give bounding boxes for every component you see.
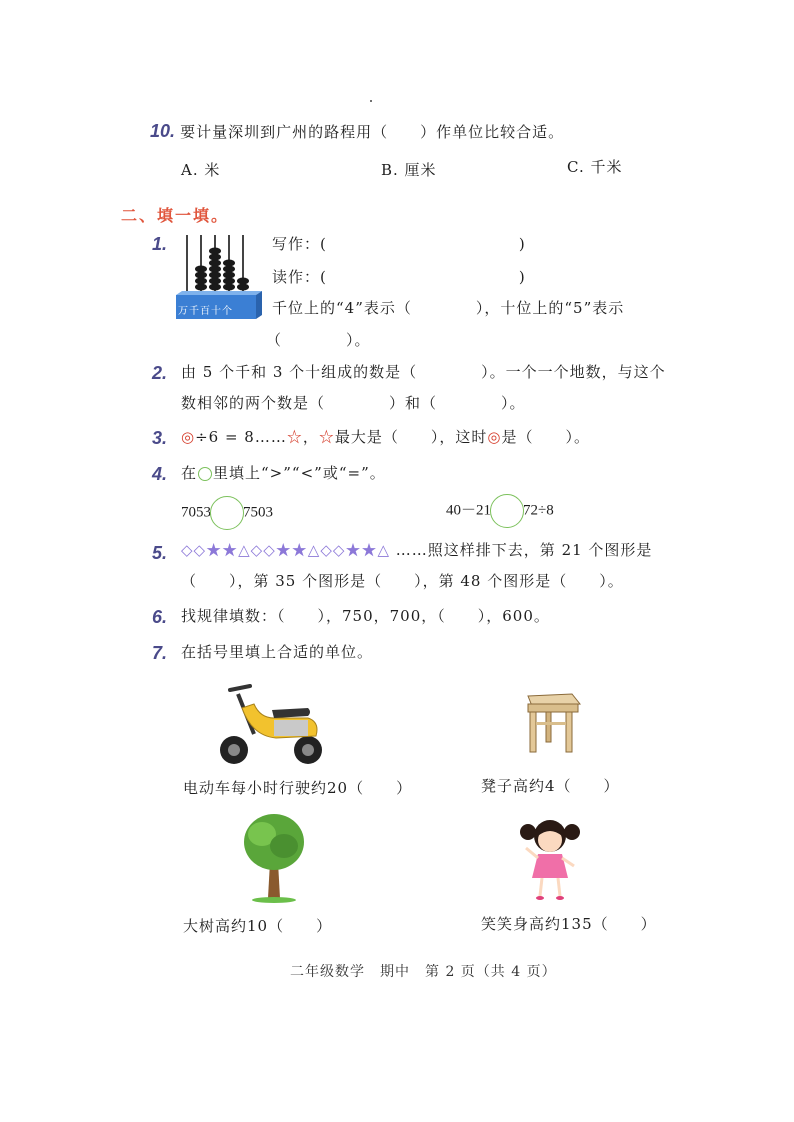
compare-circle-input[interactable] bbox=[490, 494, 524, 528]
meaning-continuation: （ ）。 bbox=[266, 331, 371, 349]
abacus-place-labels bbox=[178, 302, 233, 317]
question-10 bbox=[150, 121, 564, 142]
question-5-line-2: （ ），第 35 个图形是（ ），第 48 个图形是（ ）。 bbox=[181, 572, 624, 590]
star-shape: ★ bbox=[275, 541, 292, 559]
question-number: 6. bbox=[152, 607, 168, 627]
star-shape: ★ bbox=[291, 541, 308, 559]
question-6-text: 找规律填数：（ ），750，700，（ ），600。 bbox=[181, 607, 550, 625]
q3-part-2: ， bbox=[302, 428, 319, 446]
write-line: 写作：( ) bbox=[272, 235, 526, 253]
question-number: 5. bbox=[152, 543, 168, 563]
star-outline-symbol: ☆ bbox=[318, 428, 335, 446]
stool-caption: 凳子高约4（ ） bbox=[481, 777, 620, 795]
question-3-text bbox=[181, 426, 590, 447]
star-shape: ★ bbox=[206, 541, 223, 559]
girl-caption: 笑笑身高约135（ ） bbox=[481, 915, 657, 933]
abacus-label: 万 bbox=[178, 306, 189, 317]
girl-illustration bbox=[516, 814, 584, 902]
question-2-line-2: 数相邻的两个数是（ ）和（ ）。 bbox=[181, 394, 526, 412]
compare-left bbox=[181, 496, 273, 530]
scooter-caption: 电动车每小时行驶约20（ ） bbox=[183, 779, 413, 797]
q5-pattern-end: ……照这样排下去，第 21 个图形是 bbox=[395, 541, 653, 559]
question-text: 要计量深圳到广州的路程用（ ）作单位比较合适。 bbox=[180, 123, 565, 141]
question-number: 4. bbox=[152, 464, 168, 484]
small-circle-icon bbox=[198, 467, 212, 481]
q3-part-1: ÷6 = 8…… bbox=[195, 428, 287, 446]
diamond-shape: ◇ bbox=[320, 541, 333, 559]
diamond-shape: ◇ bbox=[332, 541, 346, 559]
section-title: 二、填一填。 bbox=[121, 206, 230, 225]
triangle-shape: △ bbox=[377, 541, 391, 559]
question-number: 1. bbox=[152, 234, 168, 254]
page-dot bbox=[370, 100, 372, 102]
diamond-shape: ◇ bbox=[181, 541, 194, 559]
q3-part-4: 是（ ）。 bbox=[501, 428, 591, 446]
double-circle-symbol: ◎ bbox=[181, 428, 196, 446]
option-a: A. 米 bbox=[181, 161, 221, 179]
star-shape: ★ bbox=[222, 541, 239, 559]
tree-illustration bbox=[240, 812, 308, 904]
question-number: 10. bbox=[150, 121, 176, 141]
question-number: 2. bbox=[152, 363, 168, 383]
question-number: 3. bbox=[152, 428, 168, 448]
question-number: 7. bbox=[152, 643, 168, 663]
star-shape: ★ bbox=[345, 541, 362, 559]
double-circle-symbol: ◎ bbox=[487, 428, 502, 446]
read-line: 读作：( ) bbox=[272, 268, 526, 286]
option-b: B. 厘米 bbox=[381, 161, 437, 179]
compare-right-a: 40－21 bbox=[446, 502, 492, 519]
option-c: C. 千米 bbox=[567, 158, 623, 176]
star-shape: ★ bbox=[361, 541, 378, 559]
compare-left-b: 7503 bbox=[243, 504, 273, 521]
diamond-shape: ◇ bbox=[193, 541, 207, 559]
q3-part-3: 最大是（ ），这时 bbox=[334, 428, 488, 446]
star-outline-symbol: ☆ bbox=[286, 428, 303, 446]
tree-caption: 大树高约10（ ） bbox=[183, 917, 333, 935]
diamond-shape: ◇ bbox=[263, 541, 276, 559]
electric-scooter-illustration bbox=[216, 674, 326, 770]
q4-intro-b: 里填上“>”“<”或“=”。 bbox=[213, 464, 386, 482]
q4-intro-a: 在 bbox=[181, 464, 198, 482]
abacus-label: 个 bbox=[222, 306, 233, 317]
stool-illustration bbox=[522, 688, 582, 756]
page-footer: 二年级数学 期中 第 2 页（共 4 页） bbox=[290, 964, 557, 980]
compare-left-a: 7053 bbox=[181, 504, 211, 521]
abacus-label: 千 bbox=[189, 306, 200, 317]
shape-pattern bbox=[181, 541, 396, 559]
diamond-shape: ◇ bbox=[250, 541, 264, 559]
abacus-label: 十 bbox=[211, 306, 222, 317]
triangle-shape: △ bbox=[238, 541, 251, 559]
question-5-line-1 bbox=[181, 539, 652, 560]
compare-right bbox=[446, 494, 554, 528]
question-4-intro bbox=[181, 462, 386, 483]
compare-right-b: 72÷8 bbox=[523, 502, 554, 519]
meaning-line: 千位上的“4”表示（ ），十位上的“5”表示 bbox=[272, 299, 625, 317]
question-2-line-1: 由 5 个千和 3 个十组成的数是（ ）。一个一个地数，与这个 bbox=[181, 363, 666, 381]
abacus-label: 百 bbox=[200, 306, 211, 317]
triangle-shape: △ bbox=[307, 541, 321, 559]
compare-circle-input[interactable] bbox=[210, 496, 244, 530]
question-7-text: 在括号里填上合适的单位。 bbox=[181, 643, 374, 661]
